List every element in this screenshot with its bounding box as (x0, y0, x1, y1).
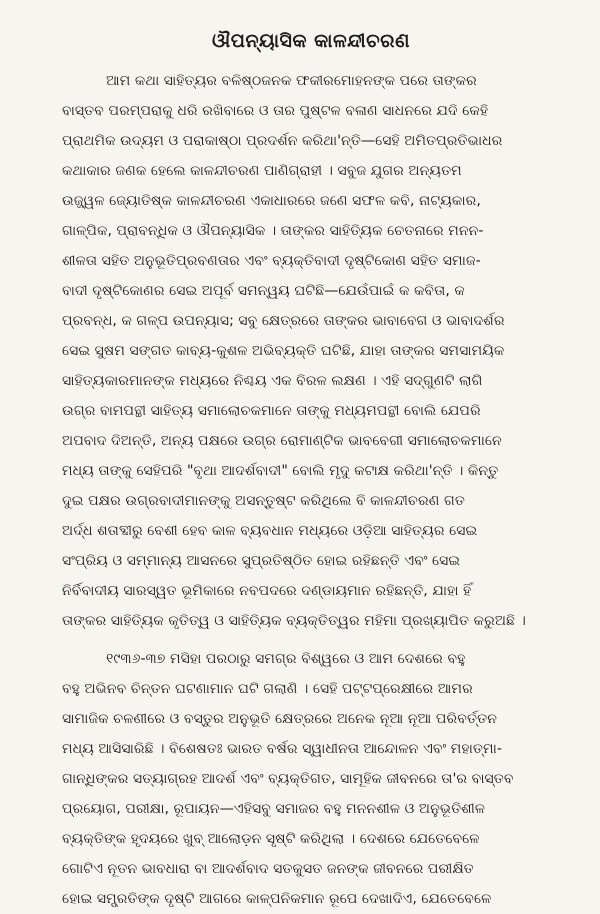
paragraph-2 (62, 644, 560, 914)
text-line: ସେଇ ସୁଷମ ସଙ୍ଗତ କାବ୍ୟ-କୁଶଳ ଅଭିବ୍ୟକ୍ତି ଘଟିଛି, ଯାହା ତାଙ୍କର ସମସାମୟିକ (62, 343, 505, 359)
text-line: ବାଦୀ ଦୃଷ୍ଟିକୋଣର ସେଇ ଅପୂର୍ବ ସମନ୍ୱୟ ଘଟିଛି—ଯେଉଁପାଇଁ କ କବିତା, କ (62, 283, 465, 299)
text-line: ଗାଳ୍ପିକ, ପ୍ରାବନ୍ଧିକ ଓ ଔପନ୍ୟାସିକ । ତାଙ୍କର ସାହିତ୍ୟିକ ଚେତନାରେ ମନନ- (62, 223, 484, 239)
text-line: ଗାନ୍ଧିଙ୍କର ସତ୍ୟାଗ୍ରହ ଆଦର୍ଶ ଏବଂ ବ୍ୟକ୍ତିଗତ, ସାମୂହିକ ଜୀବନରେ ତା'ର ବାସ୍ତବ (62, 771, 514, 787)
text-line: ତାଙ୍କର ସାହିତ୍ୟିକ କୃତିତ୍ୱ ଓ ସାହିତ୍ୟିକ ବ୍ୟକ୍ତିତ୍ୱର ମହିମା ପ୍ରଖ୍ୟାପିତ କରୁଅଛି । (62, 613, 526, 629)
text-line: ସାମାଜିକ ଚଳଣୀରେ ଓ ବସ୍ତୁର ଅନୁଭୂତି କ୍ଷେତ୍ରରେ ଅନେକ ନୂଆ ନୂଆ ପରିବର୍ତ୍ତନ (62, 711, 497, 727)
text-line: ମଧ୍ୟ ତାଙ୍କୁ ସେହିପରି "ବୃଥା ଆଦର୍ଶବାଦୀ" ବୋଲି ମୃଦୁ କଟାକ୍ଷ କରିଥା'ନ୍ତି । କିନ୍ତୁ (62, 463, 499, 479)
text-line: ସାହିତ୍ୟକାରମାନଙ୍କ ମଧ୍ୟରେ ନିଶ୍ଚୟ ଏକ ବିରଳ ଲକ୍ଷଣ । ଏହି ସଦ୍‌ଗୁଣଟି ଲାଗି (62, 373, 483, 389)
text-line: ଉଜ୍ଜ୍ୱଳ ଜ୍ୟୋତିଷ୍କ କାଳନ୍ଦୀଚରଣ ଏକାଧାରରେ ଜଣେ ସଫଳ କବି, ନାଟ୍ୟକାର, (62, 193, 481, 209)
text-line: ଉଗ୍ର ବାମପନ୍ଥୀ ସାହିତ୍ୟ ସମାଲୋଚକମାନେ ତାଙ୍କୁ ମଧ୍ୟମପନ୍ଥୀ ବୋଲି ଯେପରି (62, 403, 481, 419)
text-line: ଶୀଳତା ସହିତ ଅନୁଭୂତିପ୍ରବଣତାର ଏବଂ ବ୍ୟକ୍ତିବାଦୀ ଦୃଷ୍ଟିକୋଣ ସହିତ ସମାଜ- (62, 253, 481, 269)
text-line: ନିର୍ବିବାଦୀୟ ସାରସ୍ୱତ ଭୂମିକାରେ ନବପଦରେ ଦଣ୍ଡାୟମାନ ରହିଛନ୍ତି, ଯାହା ହିଁ (62, 583, 472, 599)
text-line: ଗୋଟିଏ ନୂତନ ଭାବଧାରା ବା ଆଦର୍ଶବାଦ ସତକୁସତ ଜନଙ୍କ ଜୀବନରେ ପରୀକ୍ଷିତ (62, 861, 474, 877)
text-line: ପ୍ରବନ୍ଧ, କ ଗଳ୍ପ ଉପନ୍ୟାସ; ସବୁ କ୍ଷେତ୍ରରେ ତାଙ୍କର ଭାବାବେଗ ଓ ଭାବାଦର୍ଶର (62, 313, 505, 329)
text-line: ମଧ୍ୟ ଆସିସାରିଛି । ବିଶେଷତଃ ଭାରତ ବର୍ଷର ସ୍ୱାଧୀନତା ଆନ୍ଦୋଳନ ଏବଂ ମହାତ୍ମା- (62, 741, 502, 757)
text-line: ଅପବାଦ ଦିଅନ୍ତି, ଅନ୍ୟ ପକ୍ଷରେ ଉଗ୍ର ରୋମାଣ୍ଟିକ ଭାବବେଗୀ ସମାଲୋଚକମାନେ (62, 433, 502, 449)
text-line: ବାସ୍ତବ ପରମ୍ପରାକୁ ଧରି ରଖିବାରେ ଓ ତାର ପୁଷ୍ଟଳ ବଳାଣ ସାଧନରେ ଯଦି କେହି (62, 103, 489, 119)
text-line: ୧୯୩୬-୩୭ ମସିହା ପରଠାରୁ ସମଗ୍ର ବିଶ୍ୱରେ ଓ ଆମ ଦେଶରେ ବହୁ (106, 651, 466, 667)
text-line: ଆମ କଥା ସାହିତ୍ୟର ବଳିଷ୍ଠଜନକ ଫକୀରମୋହନଙ୍କ ପରେ ତାଙ୍କର (106, 73, 477, 89)
text-line: ପ୍ରୟୋଗ, ପରୀକ୍ଷା, ରୂପାୟନ—ଏହିସବୁ ସମାଜର ବହୁ ମନନଶୀଳ ଓ ଅନୁଭୂତିଶୀଳ (62, 801, 486, 817)
paragraph-1 (62, 66, 560, 636)
text-line: ବହୁ ଅଭିନବ ଚିନ୍ତନ ଘଟଣାମାନ ଘଟି ଗଲାଣି । ସେହି ପଟ୍ଟପ୍ରେକ୍ଷୀରେ ଆମର (62, 681, 473, 697)
text-line: ପ୍ରାଥମିକ ଉଦ୍ୟମ ଓ ପରାକାଷ୍ଠା ପ୍ରଦର୍ଶନ କରିଥା'ନ୍ତି—ସେହି ଅମିତପ୍ରତିଭାଧର (62, 133, 503, 149)
page-title: ଔପନ୍ୟାସିକ କାଳନ୍ଦୀଚରଣ (212, 30, 410, 52)
text-line: ଅର୍ଦ୍ଧ ଶତାବ୍ଦୀରୁ ବେଶୀ ହେବ କାଳ ବ୍ୟବଧାନ ମଧ୍ୟରେ ଓଡ଼ିଆ ସାହିତ୍ୟର ସେଇ (62, 523, 478, 539)
text-line: ହୋଇ ସମ୍ପ୍ରତିଙ୍କ ଦୃଷ୍ଟି ଆଗରେ କାଳ୍ପନିକମାନ ରୂପେ ଦେଖାଦିଏ, ଯେତେବେଳେ (62, 891, 492, 907)
text-line: ସଂପ୍ରିୟ ଓ ସମ୍ମାନ୍ୟ ଆସନରେ ସୁପ୍ରତିଷ୍ଠିତ ହୋଇ ରହିଛନ୍ତି ଏବଂ ସେଇ (62, 553, 461, 569)
text-line: ବ୍ୟକ୍ତିଙ୍କ ହୃଦୟରେ ଖୁବ୍ ଆଲୋଡ଼ନ ସୃଷ୍ଟି କରିଥିଲା । ଦେଶରେ ଯେତେବେଳେ (62, 831, 480, 847)
text-line: ଦୁଇ ପକ୍ଷର ଉଗ୍ରବାଦୀମାନଙ୍କୁ ଅସନ୍ତୁଷ୍ଟ କରିଥିଲେ ବି କାଳନ୍ଦୀଚରଣ ଗତ (62, 493, 465, 509)
text-line: କଥାକାର ଜଣକ ହେଲେ କାଳନ୍ଦୀଚରଣ ପାଣିଗ୍ରାହୀ । ସବୁଜ ଯୁଗର ଅନ୍ୟତମ (62, 163, 462, 179)
